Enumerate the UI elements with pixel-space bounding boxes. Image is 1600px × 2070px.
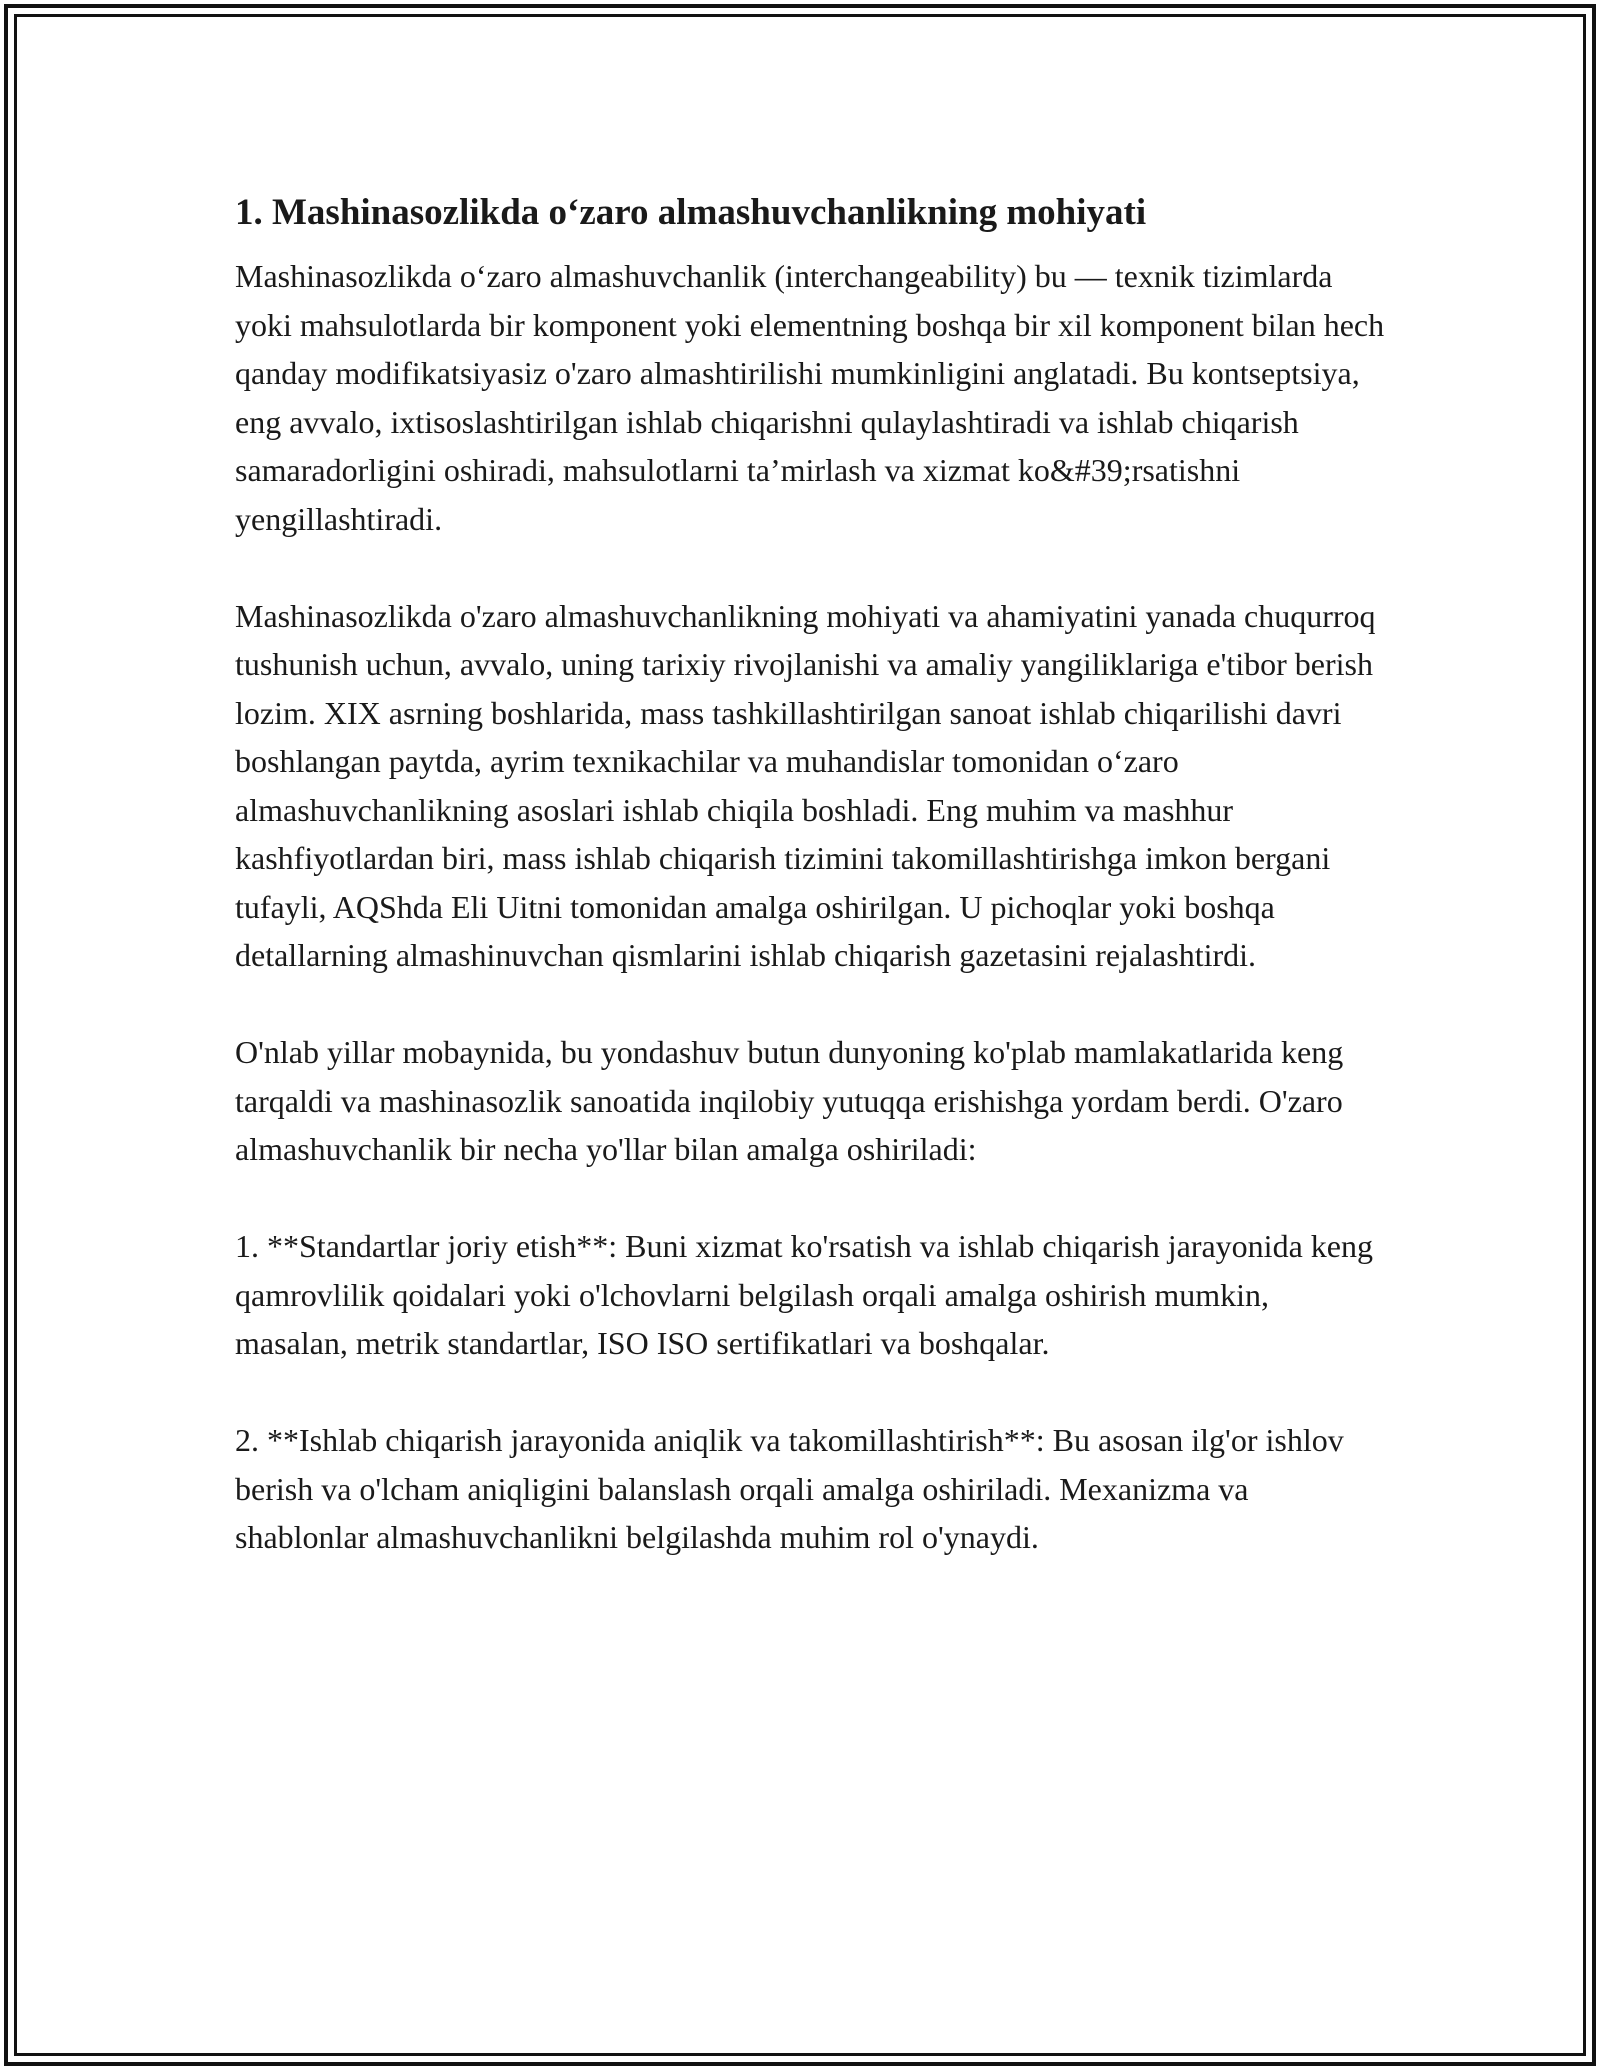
section-title: 1. Mashinasozlikda o‘zaro almashuvchanlikning mohiyati [235, 192, 1147, 233]
list-item-standards: 1. **Standartlar joriy etish**: Buni xizmat ko'rsatish va ishlab chiqarish jarayonida keng qamrovlilik qoidalari yoki o'lchovlarni belgilash orqali amalga oshirish mumkin, masalan, metrik standartlar, ISO ISO sertifikatlari va boshqalar. [235, 1228, 1373, 1361]
paragraph-spread: O'nlab yillar mobaynida, bu yondashuv butun dunyoning ko'plab mamlakatlarida keng tarqaldi va mashinasozlik sanoatida inqilobiy yutuqqa erishishga yordam berdi. O'zaro almashuvchanlik bir necha yo'llar bilan amalga oshiriladi: [235, 1034, 1344, 1167]
document-body [235, 186, 1385, 1610]
paragraph-history: Mashinasozlikda o'zaro almashuvchanlikning mohiyati va ahamiyatini yanada chuqurroq tushunish uchun, avvalo, uning tarixiy rivojlanishi va amaliy yangiliklariga e'tibor berish lozim. XIX asrning boshlarida, mass tashkillashtirilgan sanoat ishlab chiqarilishi davri boshlangan paytda, ayrim texnikachilar va muhandislar tomonidan o‘zaro almashuvchanlikning asoslari ishlab chiqila boshladi. Eng muhim va mashhur kashfiyotlardan biri, mass ishlab chiqarish tizimini takomillashtirishga imkon bergani tufayli, AQShda Eli Uitni tomonidan amalga oshirilgan. U pichoqlar yoki boshqa detallarning almashinuvchan qismlarini ishlab chiqarish gazetasini rejalashtirdi. [235, 597, 1376, 973]
list-item-precision: 2. **Ishlab chiqarish jarayonida aniqlik va takomillashtirish**: Bu asosan ilg'or ishlov berish va o'lcham aniqligini balanslash orqali amalga oshiriladi. Mexanizma va shablonlar almashuvchanlikni belgilashda muhim rol o'ynaydi. [235, 1422, 1344, 1555]
paragraph-definition: Mashinasozlikda o‘zaro almashuvchanlik (interchangeability) bu — texnik tizimlarda yoki mahsulotlarda bir komponent yoki elementning boshqa bir xil komponent bilan hech qanday modifikatsiyasiz o'zaro almashtirilishi mumkinligini anglatadi. Bu kontseptsiya, eng avvalo, ixtisoslashtirilgan ishlab chiqarishni qulaylashtiradi va ishlab chiqarish samaradorligini oshiradi, mahsulotlarni ta’mirlash va xizmat ko&#39;rsatishni yengillashtiradi. [235, 258, 1385, 537]
